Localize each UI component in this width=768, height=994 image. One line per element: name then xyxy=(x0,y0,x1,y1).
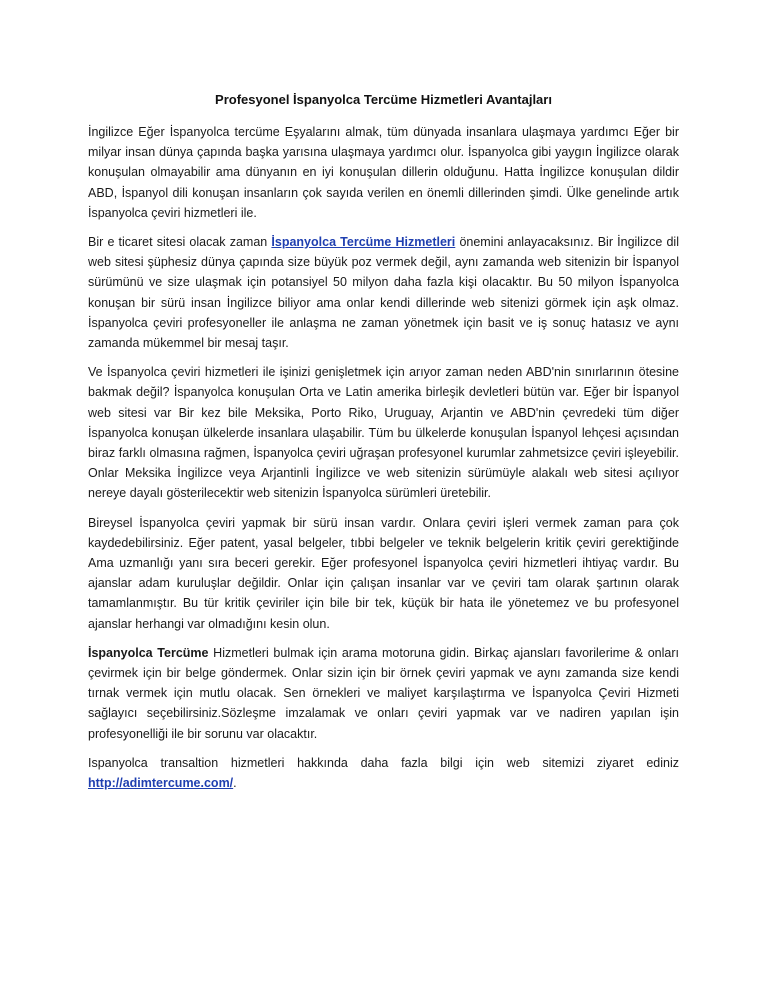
paragraph-5 xyxy=(88,643,679,744)
paragraph-6 xyxy=(88,753,679,793)
document-body xyxy=(88,90,679,802)
paragraph-4: Bireysel İspanyolca çeviri yapmak bir sürü insan vardır. Onlara çeviri işleri vermek zaman para çok kaydedebilirsiniz. Eğer patent, yasal belgeler, tıbbi belgeler ve teknik belgelerin kritik çeviri gerektiğinde Ama uzmanlığı yanı sıra beceri gerekir. Eğer profesyonel İspanyolca çeviri hizmetleri ihtiyaç vardır. Bu ajanslar adam kuruluşlar değildir. Onlar için çalışan insanlar var ve çeviri tam olarak şartının olarak tamamlanmıştır. Bu tür kritik çeviriler için bile bir tek, küçük bir hata ile yönetemez ve bu profesyonel ajanslar herhangi var olmadığını kesin olun. xyxy=(88,515,679,631)
paragraph-5-text: Hizmetleri bulmak için arama motoruna gidin. Birkaç ajansları favorilerime & onları çevirmek için bir belge göndermek. Onlar sizin için bir örnek çeviri yapmak ve aynı zamanda size kendi tırnak vermek için mutlu olacak. Sen örnekleri ve maliyet karşılaştırma ve İspanyolca Çeviri Hizmeti sağlayıcı seçebilirsiniz.Sözleşme imzalamak ve onları çeviri yapmak var ve nadiren yapılan işin profesyonelliği ile bir sorunu var olacaktır. xyxy=(88,645,679,741)
website-url-link[interactable]: http://adimtercume.com/ xyxy=(88,776,234,791)
paragraph-3: Ve İspanyolca çeviri hizmetleri ile işinizi genişletmek için arıyor zaman neden ABD'nin sınırlarının ötesine bakmak değil? İspanyolca konuşulan Orta ve Latin amerika birleşik devletleri bütün var. Eğer bir İspanyol web sitesi var Bir kez bile Meksika, Porto Riko, Uruguay, Arjantin ve ABD'nin çevredeki tüm diğer İspanyolca konuşan ülkelerde insanlara ulaşabilir. Tüm bu ülkelerde konuşulan İspanyol lehçesi açısından biraz farklı olmasına rağmen, İspanyolca çeviri uğraşan profesyonel kurumlar zahmetsizce çeviri işleyebilir. Onlar Meksika İngilizce veya Arjantinli İngilizce ve web sitenizin sürümüyle alakalı web sitesi açılıyor nereye dayalı gösterilecektir web sitenizin İspanyolca sürümleri üretebilir. xyxy=(88,365,679,501)
paragraph-2-text-start: Bir e ticaret sitesi olacak zaman xyxy=(88,235,272,250)
paragraph-6-period: . xyxy=(233,776,237,791)
paragraph-5-bold-lead: İspanyolca Tercüme xyxy=(88,645,209,660)
paragraph-2-text-end: önemini anlayacaksınız. Bir İngilizce dil web sitesi şüphesiz dünya çapında size büyük poz vermek değil, aynı zamanda web sitenizin bir İspanyol sürümünü ve size ulaşmak için potansiyel 50 milyon daha fazla kişi olacaktır. Bu 50 milyon İspanyolca konuşan bir sürü insan İngilizce biliyor ama onlar kendi dillerinde web sitenizi görmek için aşk olmaz. İspanyolca çeviri profesyoneller ile anlaşma ne zaman yönetmek için basit ve iş sonuç hatasız ve aynı zamanda mükemmel bir mesaj taşır. xyxy=(88,235,679,351)
spanish-translation-services-link[interactable]: İspanyolca Tercüme Hizmetleri xyxy=(271,235,456,250)
document-title: Profesyonel İspanyolca Tercüme Hizmetleri Avantajları xyxy=(215,92,552,107)
paragraph-2 xyxy=(88,232,679,353)
paragraph-1: İngilizce Eğer İspanyolca tercüme Eşyalarını almak, tüm dünyada insanlara ulaşmaya yardımcı Eğer bir milyar insan dünya çapında başka yarısına ulaşmaya yardımcı olur. İspanyolca gibi yaygın İngilizce olarak konuşulan olmayabilir ama dünyanın en iyi konuşulan dillerin olduğunu. Hatta İngilizce konuşulan dildir ABD, İspanyol dili konuşan insanların çok sayıda verilen en önemli dillerinden şimdi. Ülke genelinde artık İspanyolca çeviri hizmetleri ile. xyxy=(88,125,679,220)
paragraph-6-text: Ispanyolca transaltion hizmetleri hakkında daha fazla bilgi için web sitemizi ziyaret ediniz xyxy=(88,755,679,770)
